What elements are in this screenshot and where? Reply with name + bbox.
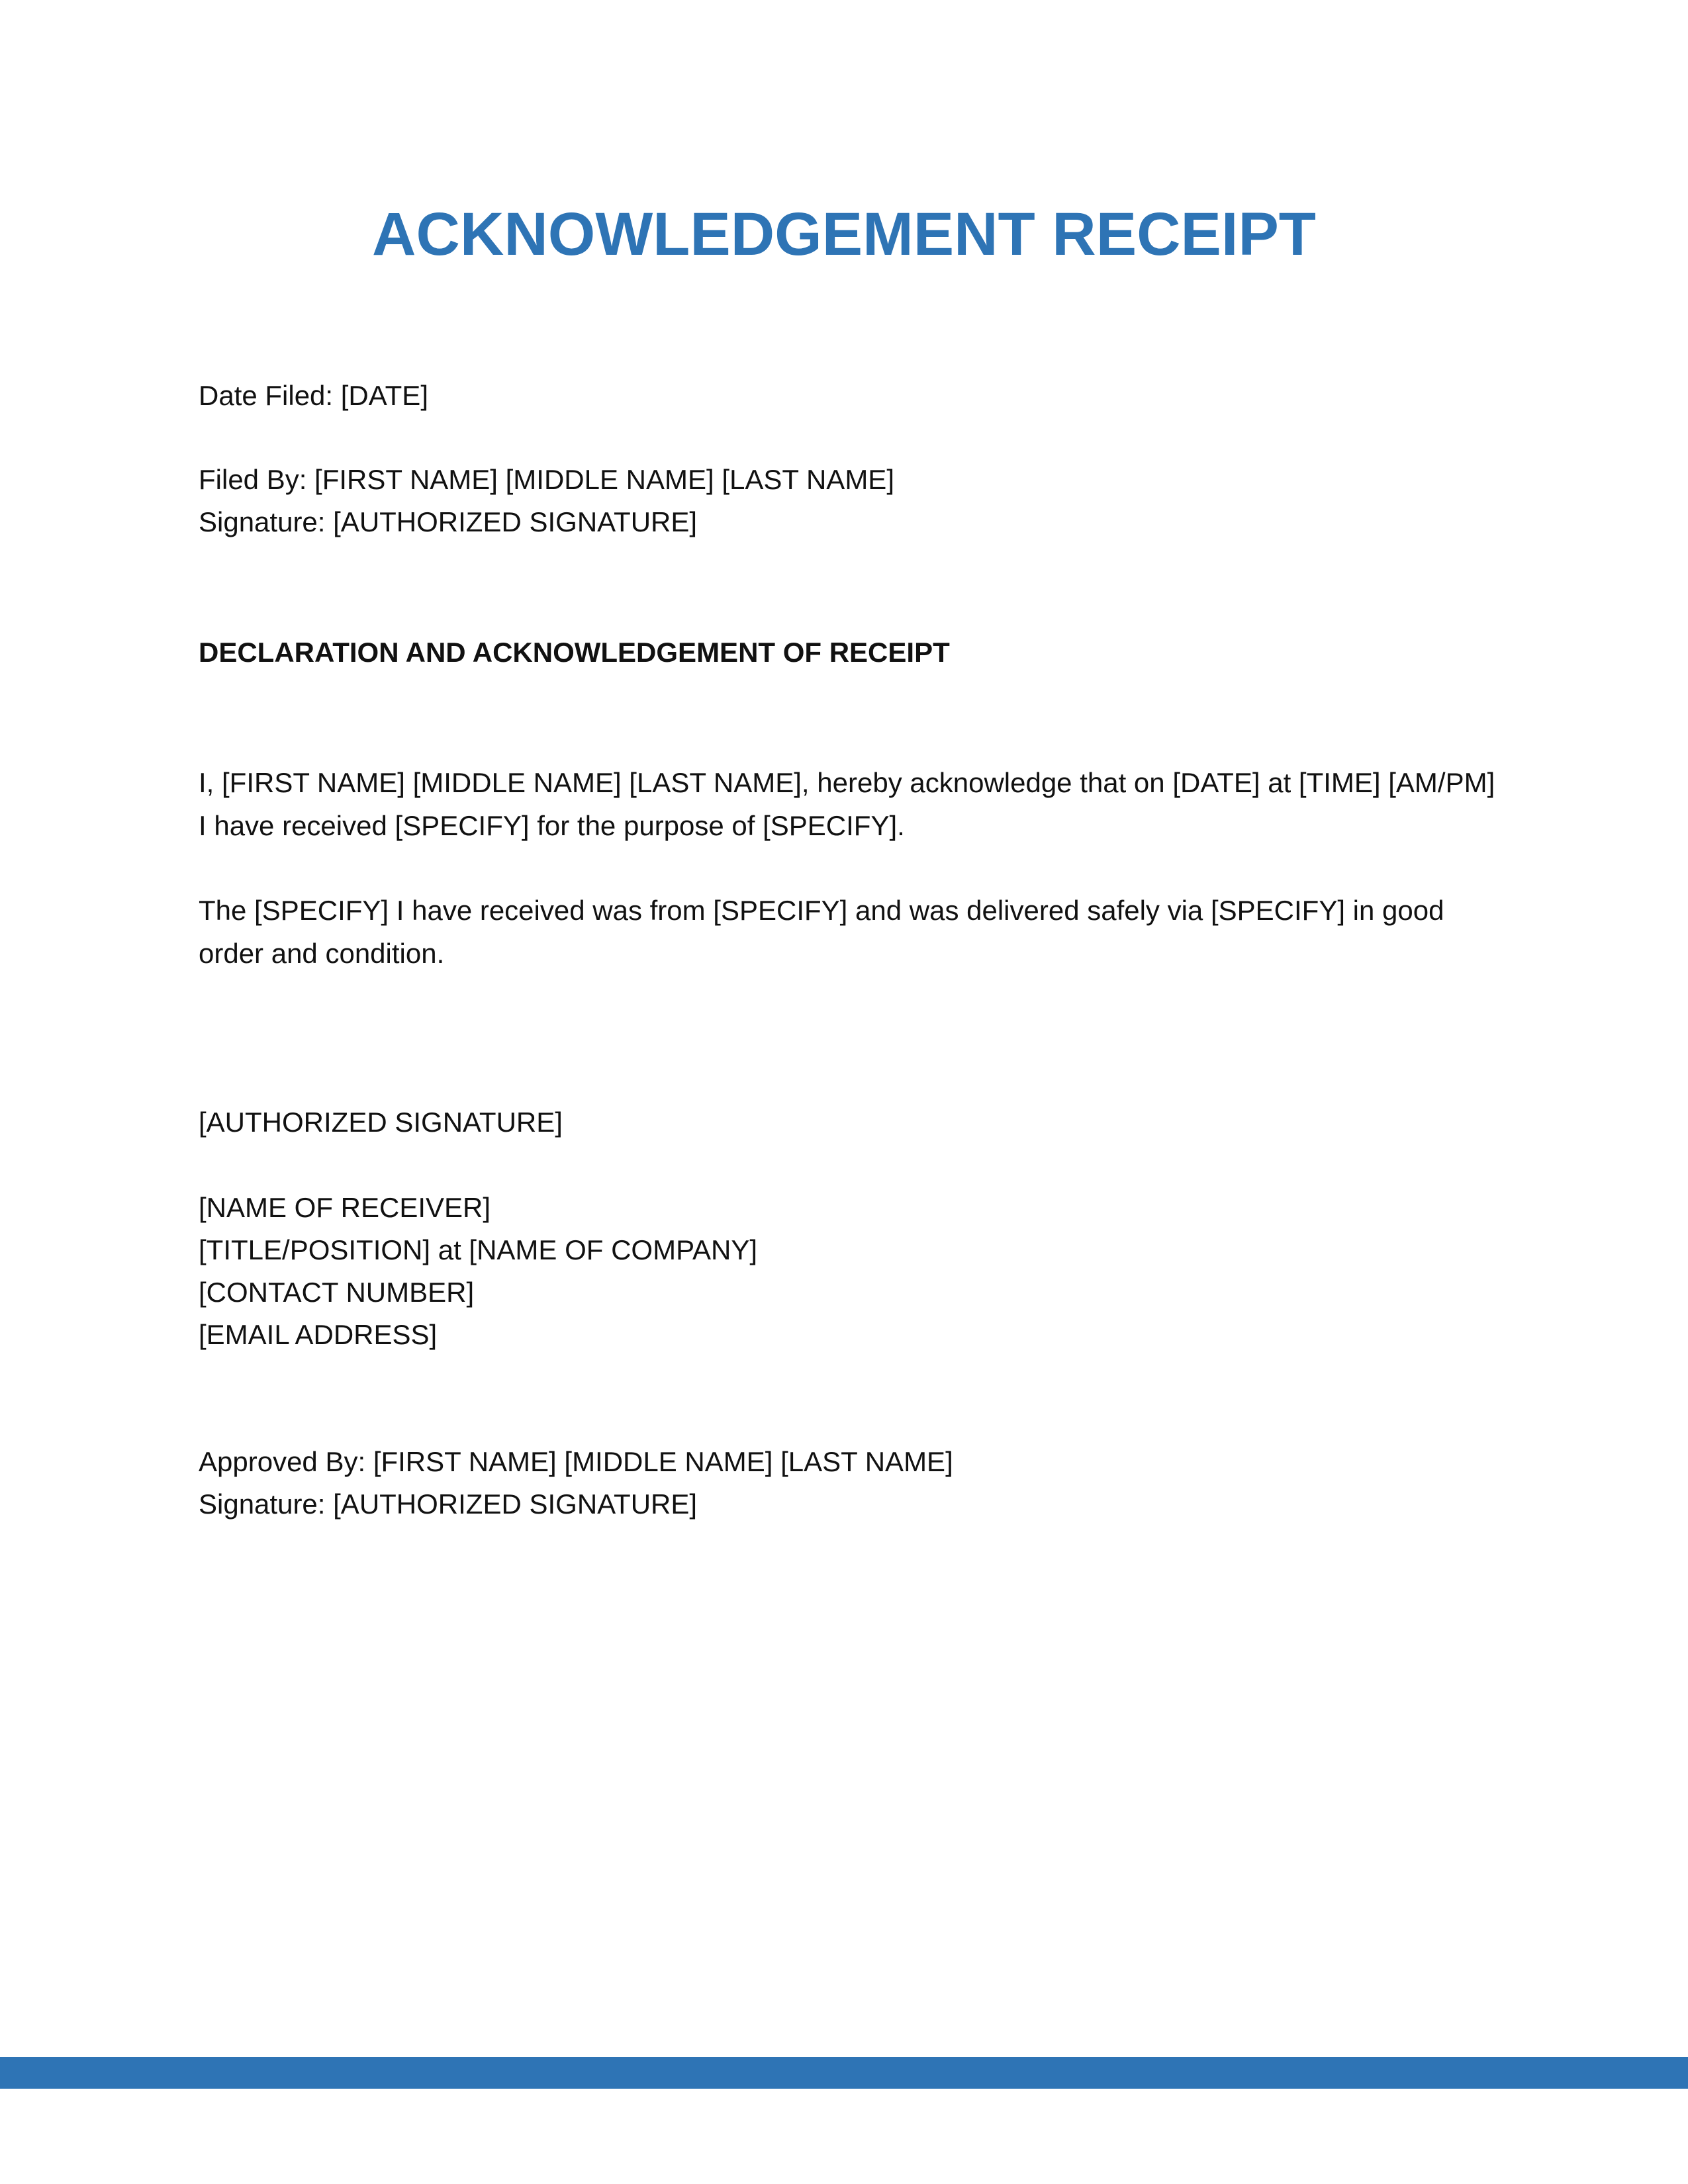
declaration-paragraph-1: I, [FIRST NAME] [MIDDLE NAME] [LAST NAME], hereby acknowledge that on [DATE] at [TIME] [AM/PM] I have received [SPECIFY] for the purpose of [SPECIFY]. — [199, 767, 1495, 841]
document-title: ACKNOWLEDGEMENT RECEIPT — [372, 201, 1316, 268]
footer-accent-bar — [0, 2057, 1688, 2089]
filed-by: Filed By: [FIRST NAME] [MIDDLE NAME] [LAST NAME] — [199, 464, 894, 495]
receiver-contact-number: [CONTACT NUMBER] — [199, 1277, 475, 1308]
receiver-title-company: [TITLE/POSITION] at [NAME OF COMPANY] — [199, 1234, 757, 1265]
receiver-email-address: [EMAIL ADDRESS] — [199, 1319, 438, 1350]
declaration-paragraph-2: The [SPECIFY] I have received was from [SPECIFY] and was delivered safely via [SPECIFY] in good order and condition. — [199, 895, 1444, 969]
declaration-heading: DECLARATION AND ACKNOWLEDGEMENT OF RECEIPT — [199, 637, 950, 668]
filed-by-signature: Signature: [AUTHORIZED SIGNATURE] — [199, 506, 698, 537]
receiver-signature: [AUTHORIZED SIGNATURE] — [199, 1107, 563, 1138]
approved-by: Approved By: [FIRST NAME] [MIDDLE NAME] [LAST NAME] — [199, 1446, 953, 1477]
approved-by-signature: Signature: [AUTHORIZED SIGNATURE] — [199, 1488, 698, 1520]
date-filed: Date Filed: [DATE] — [199, 380, 428, 411]
receiver-name: [NAME OF RECEIVER] — [199, 1192, 491, 1223]
